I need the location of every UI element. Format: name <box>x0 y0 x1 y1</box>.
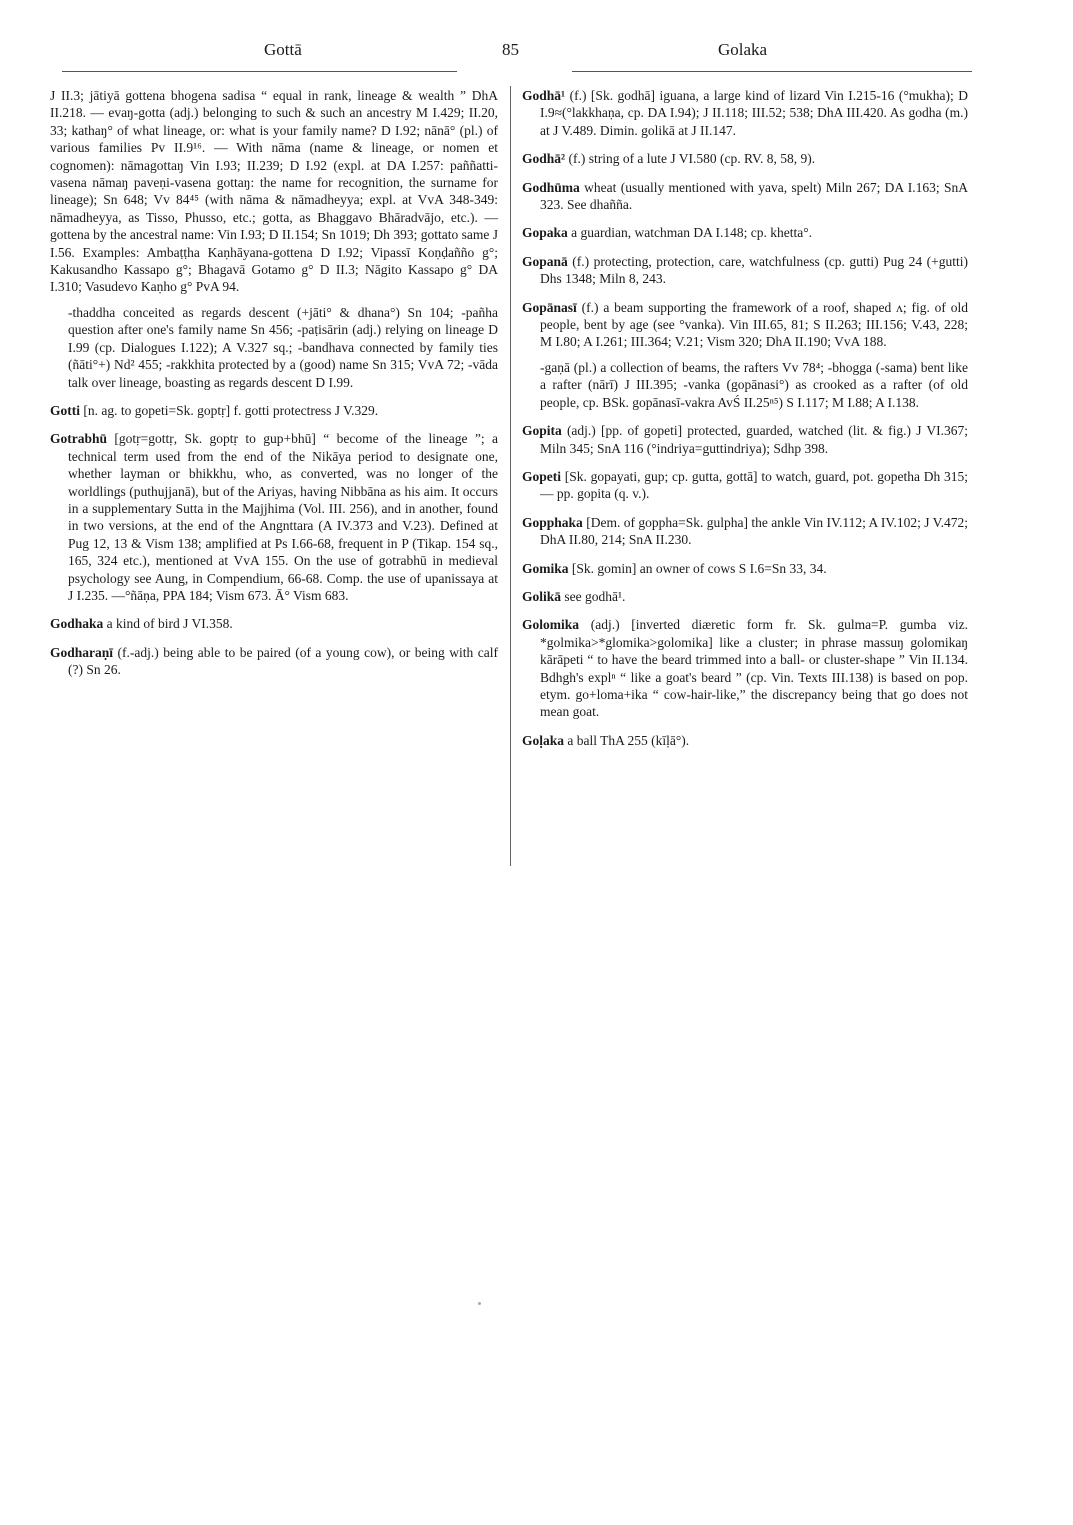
headword: Gotti <box>50 402 80 418</box>
header-rule-left <box>62 71 457 72</box>
entry-golomika <box>522 616 968 720</box>
headword: Gopaka <box>522 225 568 241</box>
headword: Godharaṇī <box>50 644 114 660</box>
entry-golaka <box>522 732 968 749</box>
headword: Golikā <box>522 588 562 604</box>
entry-gopita <box>522 422 968 457</box>
definition: (adj.) [inverted diæretic form fr. Sk. gulma=P. gumba viz. *golmika>*glomika>golomika] like a cluster; in phrase massuŋ golomikaŋ kārāpeti “ to have the beard trimmed into a ball- or cluster-shape ” Vin II.134. Bdhgh's explⁿ “ like a goat's beard ” (cp. Vin. Texts III.138) is based on pop. etym. go+loma+ika “ cow-hair-like,” the discrepancy being that go does not mean goat. <box>540 617 969 720</box>
headword: Godhūma <box>522 179 580 195</box>
definition: (f.) string of a lute J VI.580 (cp. RV. 8, 58, 9). <box>568 151 816 167</box>
headword: Gomika <box>522 560 569 576</box>
entry-gotrabhu <box>50 430 498 604</box>
headword: Godhā² <box>522 151 566 167</box>
definition: [Sk. gopayati, gup; cp. gutta, gottā] to watch, guard, pot. gopetha Dh 315; — pp. gopita (q. v.). <box>540 468 968 502</box>
definition: (f.) [Sk. godhā] iguana, a large kind of lizard Vin I.215-16 (°mukha); D I.9≈(°lakkhaṇa, cp. DA I.94); J II.118; III.52; 538; DhA III.420. As godha (m.) at J V.489. Dimin. golikā at J II.147. <box>540 88 968 138</box>
entry-compounds: -thaddha conceited as regards descent (+jāti° & dhana°) Sn 104; -pañha question after one's family name Sn 456; -paṭisārin (adj.) relying on lineage D I.99 (cp. Dialogues I.122); A V.327 sq.; -bandhava connected by family ties (ñāti°+) Nd² 455; -rakkhita protected by a (good) name Sn 315; VvA 72; -vāda talk over lineage, boasting as regards descent D I.99. <box>68 304 498 390</box>
entry-gopanasi <box>522 299 968 351</box>
entry-golika <box>522 588 968 605</box>
definition: [n. ag. to gopeti=Sk. goptṛ] f. gotti protectress J V.329. <box>83 402 379 418</box>
entry-godha-1 <box>522 87 968 139</box>
entry-godhaka <box>50 615 498 632</box>
definition: (f.) protecting, protection, care, watchfulness (cp. gutti) Pug 24 (+gutti) Dhs 1348; Miln 8, 243. <box>540 253 968 287</box>
entry-gopeti <box>522 468 968 503</box>
headword: Goḷaka <box>522 732 565 748</box>
definition: see godhā¹. <box>564 588 626 604</box>
definition: a guardian, watchman DA I.148; cp. khetta°. <box>571 225 812 241</box>
entry-gopphaka <box>522 514 968 549</box>
definition: [Dem. of goppha=Sk. gulpha] the ankle Vin IV.112; A IV.102; J V.472; DhA II.80, 214; SnA II.230. <box>540 514 969 548</box>
column-divider <box>510 86 511 866</box>
definition: a kind of bird J VI.358. <box>106 616 233 632</box>
headword: Godhaka <box>50 616 104 632</box>
entry-gopaka <box>522 224 968 241</box>
headword: Godhā¹ <box>522 88 566 103</box>
entry-gopana <box>522 253 968 288</box>
entry-gotti <box>50 402 498 419</box>
definition: (f.) a beam supporting the framework of a roof, shaped ʌ; fig. of old people, bent by age (see °vanka). Vin III.65, 81; S II.263; III.156; V.43, 228; M I.80; A I.261; III.364; V.21; Vism 320; DhA II.190; VvA 188. <box>540 299 969 350</box>
entry-godha-2 <box>522 150 968 167</box>
header-left-word: Gottā <box>264 40 302 59</box>
entry-gomika <box>522 560 968 577</box>
headword: Gopeti <box>522 468 561 484</box>
headword: Gopanā <box>522 253 568 269</box>
headword: Gopānasī <box>522 299 577 315</box>
entry-godharani <box>50 644 498 679</box>
definition: [gotṛ=gottṛ, Sk. goptṛ to gup+bhū] “ become of the lineage ”; a technical term used from the end of the Nikāya period to designate one, whether layman or bhikkhu, who, as converted, was no longer of the worldlings (puthujjanā), but of the Ariyas, having Nibbāna as his aim. It occurs in a supplementary Sutta in the Majjhima (Vol. III. 256), and in another, found in two versions, at the end of the Angnttara (A IV.373 and V.23). Defined at Pug 12, 13 & Vism 138; amplified at Ps I.66-68, frequent in P (Tikap. 154 sq., 165, 324 etc.), mentioned at VvA 155. On the use of gotrabhū in medieval psychology see Aung, in Compendium, 66-68. Comp. the use of upanissaya at J I.235. —°ñāṇa, PPA 184; Vism 673. Ā° Vism 683. <box>68 431 499 603</box>
headword: Gopphaka <box>522 514 583 530</box>
definition: [Sk. gomin] an owner of cows S I.6=Sn 33, 34. <box>571 560 827 576</box>
definition: a ball ThA 255 (kīḷā°). <box>567 732 690 748</box>
entry-continuation: J II.3; jātiyā gottena bhogena sadisa “ equal in rank, lineage & wealth ” DhA II.218. — evaŋ-gotta (adj.) belonging to such & such an ancestry M I.429; II.20, 33; kathaŋ° of what lineage, or: what is your family name? D I.92; nānā° (pl.) of various families Pv II.9¹⁶. — With nāma (name & lineage, or nomen et cognomen): nāmagottaŋ Vin I.93; II.239; D I.92 (expl. at DA I.257: paññatti-vasena nāmaŋ paveṇi-vasena gottaŋ: the name for recognition, the surname for lineage); Sn 648; Vv 84⁴⁵ (with nāma & nāmadheyya; expl. at VvA 348-349: nāmadheyya, as Tisso, Phusso, etc.; gotta, as Bhaggavo Bhāradvājo, etc.). — gottena by the ancestral name: Vin I.93; D II.154; Sn 1019; Dh 393; gottato same J I.56. Examples: Ambaṭṭha Kaṇhāyana-gottena D I.92; Vipassī Koṇḍañño g°; Kakusandho Kassapo g°; Bhagavā Gotamo g° D II.3; Nāgito Kassapo g° DA I.310; Vasudevo Kaṇho g° PvA 94. <box>50 88 498 295</box>
page-header <box>52 38 972 68</box>
headword: Gopita <box>522 423 562 439</box>
headword: Gotrabhū <box>50 431 108 447</box>
entry-gopanasi-compounds: -gaṇā (pl.) a collection of beams, the rafters Vv 78⁴; -bhogga (-sama) bent like a rafter (nārī) J III.395; -vanka (gopānasi°) as crooked as a rafter (of old people, cp. BSk. gopānasī-vakra AvŚ II.25ⁿ⁵) S I.117; M I.88; A I.138. <box>540 359 968 410</box>
definition: (adj.) [pp. of gopeti] protected, guarded, watched (lit. & fig.) J VI.367; Miln 345; SnA 116 (°indriya=guttindriya); Sdhp 398. <box>540 423 969 456</box>
header-rule-right <box>572 71 972 72</box>
headword: Golomika <box>522 617 580 633</box>
definition: wheat (usually mentioned with yava, spelt) Miln 267; DA I.163; SnA 323. See dhañña. <box>540 179 969 213</box>
right-column <box>522 87 968 760</box>
definition: (f.-adj.) being able to be paired (of a young cow), or being with calf (?) Sn 26. <box>68 644 498 678</box>
entry-godhuma <box>522 179 968 214</box>
print-speck <box>478 1302 481 1305</box>
header-right-word: Golaka <box>718 40 768 59</box>
page-number: 85 <box>502 40 519 59</box>
left-column <box>50 87 498 690</box>
